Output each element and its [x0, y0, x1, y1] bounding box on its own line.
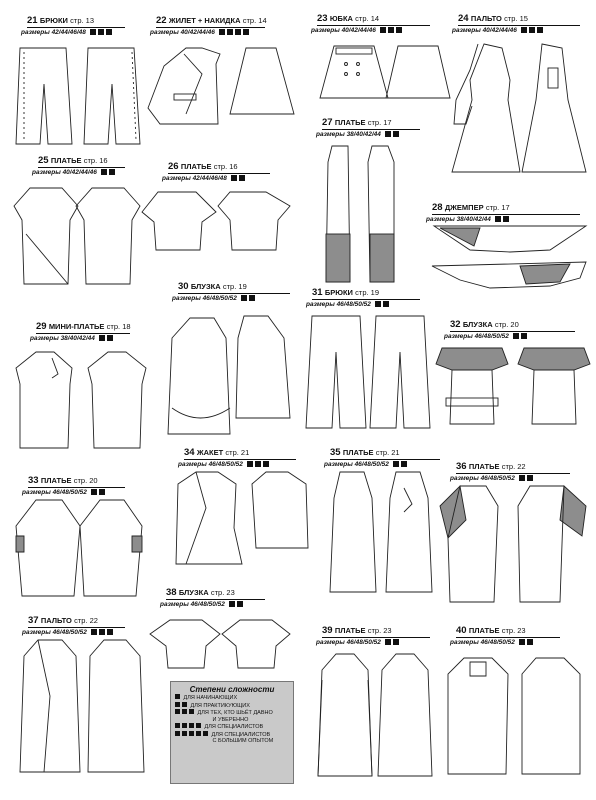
- item-name: ПЛАТЬЕ: [40, 476, 72, 485]
- difficulty-square: [241, 295, 247, 301]
- difficulty-square: [175, 702, 180, 707]
- blouse-30-drawing: [160, 308, 300, 438]
- legend-squares: [175, 723, 203, 731]
- item-number: 33: [28, 475, 39, 486]
- difficulty-square: [196, 731, 201, 736]
- difficulty-square: [537, 27, 543, 33]
- difficulty-square: [109, 169, 115, 175]
- item-number: 21: [27, 15, 38, 26]
- legend-row: [171, 709, 293, 717]
- item-number: 23: [317, 13, 328, 24]
- item-page: стр. 22: [74, 616, 98, 625]
- difficulty-square: [99, 489, 105, 495]
- jacket-34-drawing: [172, 468, 322, 568]
- difficulty-square: [237, 601, 243, 607]
- item-name: ПАЛЬТО: [40, 616, 72, 625]
- item-name: ПЛАТЬЕ: [468, 626, 500, 635]
- item-name: БРЮКИ: [324, 288, 353, 297]
- dress-36-drawing: [436, 476, 592, 606]
- item-sizes-24: [452, 27, 543, 35]
- difficulty-square: [263, 461, 269, 467]
- item-sizes-22: [150, 29, 249, 37]
- difficulty-square: [521, 27, 527, 33]
- dress-39-drawing: [316, 650, 436, 780]
- sizes-text: размеры 46/48/50/52: [178, 461, 243, 468]
- sizes-text: размеры 46/48/50/52: [444, 333, 509, 340]
- difficulty-square: [107, 335, 113, 341]
- item-sizes-26: [162, 175, 245, 183]
- sizes-text: размеры 46/48/50/52: [324, 461, 389, 468]
- item-page: стр. 20: [494, 320, 519, 329]
- item-name: ПАЛЬТО: [470, 14, 502, 23]
- difficulty-square: [182, 731, 187, 736]
- item-name: ДЖЕМПЕР: [444, 203, 484, 212]
- heading-rule: [36, 333, 130, 334]
- item-sizes-29: [30, 335, 113, 343]
- item-number: 30: [178, 281, 189, 292]
- difficulty-square: [255, 461, 261, 467]
- item-number: 25: [38, 155, 49, 166]
- item-page: стр. 21: [225, 448, 250, 457]
- heading-rule: [330, 459, 440, 460]
- blouse-38-drawing: [146, 616, 296, 672]
- item-name: БЛУЗКА: [178, 588, 209, 597]
- item-heading-21: [27, 16, 94, 26]
- legend-squares: [175, 731, 210, 739]
- difficulty-square: [239, 175, 245, 181]
- item-name: МИНИ-ПЛАТЬЕ: [48, 322, 105, 331]
- dress-25-drawing: [12, 184, 142, 290]
- legend-squares: [175, 694, 182, 702]
- difficulty-square: [98, 29, 104, 35]
- blouse-32-drawing: [432, 344, 592, 440]
- legend-row: [171, 694, 293, 702]
- item-heading-27: [322, 118, 392, 128]
- item-heading-25: [38, 156, 108, 166]
- heading-rule: [322, 129, 420, 130]
- sizes-text: размеры 46/48/50/52: [22, 489, 87, 496]
- difficulty-square: [99, 629, 105, 635]
- trousers-31-drawing: [304, 312, 434, 432]
- sizes-text: размеры 46/48/50/52: [22, 629, 87, 636]
- difficulty-square: [91, 629, 97, 635]
- item-page: стр. 19: [355, 288, 380, 297]
- legend-row: [171, 702, 293, 710]
- item-page: стр. 13: [70, 16, 95, 25]
- skirt-23-drawing: [314, 42, 454, 106]
- difficulty-square: [107, 629, 113, 635]
- item-name: ЖАКЕТ: [196, 448, 224, 457]
- difficulty-square: [196, 723, 201, 728]
- item-heading-40: [456, 626, 526, 636]
- difficulty-square: [99, 335, 105, 341]
- difficulty-square: [393, 131, 399, 137]
- heading-rule: [28, 487, 125, 488]
- item-number: 38: [166, 587, 177, 598]
- difficulty-square: [521, 333, 527, 339]
- difficulty-square: [203, 731, 208, 736]
- difficulty-square: [385, 131, 391, 137]
- difficulty-square: [189, 723, 194, 728]
- heading-rule: [27, 27, 125, 28]
- difficulty-square: [227, 29, 233, 35]
- difficulty-square: [182, 723, 187, 728]
- difficulty-square: [235, 29, 241, 35]
- trousers-21-drawing: [14, 44, 144, 150]
- item-sizes-31: [306, 301, 389, 309]
- dress-35-drawing: [328, 468, 438, 596]
- item-name: БЛУЗКА: [462, 320, 493, 329]
- item-page: стр. 17: [367, 118, 392, 127]
- item-name: ПЛАТЬЕ: [50, 156, 82, 165]
- difficulty-square: [519, 639, 525, 645]
- difficulty-square: [383, 301, 389, 307]
- item-name: ПЛАТЬЕ: [180, 162, 212, 171]
- item-page: стр. 14: [355, 14, 380, 23]
- heading-rule: [456, 637, 560, 638]
- top-26-drawing: [142, 188, 292, 254]
- sizes-text: размеры 40/42/44/46: [32, 169, 97, 176]
- item-sizes-39: [316, 639, 399, 647]
- legend-text: ДЛЯ СПЕЦИАЛИСТОВ: [211, 731, 271, 738]
- item-heading-32: [450, 320, 519, 330]
- difficulty-square: [393, 461, 399, 467]
- legend-row: [171, 723, 293, 731]
- item-number: 37: [28, 615, 39, 626]
- legend-title: Степени сложности: [189, 685, 275, 694]
- sizes-text: размеры 46/48/50/52: [306, 301, 371, 308]
- difficulty-square: [401, 461, 407, 467]
- difficulty-square: [101, 169, 107, 175]
- item-heading-31: [312, 288, 379, 298]
- mini-dress-29-drawing: [8, 348, 158, 454]
- heading-rule: [28, 627, 125, 628]
- item-heading-38: [166, 588, 235, 598]
- sizes-text: размеры 46/48/50/52: [172, 295, 237, 302]
- difficulty-square: [527, 639, 533, 645]
- heading-rule: [317, 25, 430, 26]
- item-heading-34: [184, 448, 249, 458]
- sizes-text: размеры 46/48/50/52: [316, 639, 381, 646]
- item-sizes-23: [311, 27, 402, 35]
- heading-rule: [38, 167, 125, 168]
- dress-33-drawing: [14, 496, 144, 602]
- heading-rule: [322, 637, 430, 638]
- item-number: 34: [184, 447, 195, 458]
- item-sizes-40: [450, 639, 533, 647]
- sizes-text: размеры 40/42/44/46: [150, 29, 215, 36]
- item-heading-33: [28, 476, 98, 486]
- difficulty-square: [175, 694, 180, 699]
- legend-text: ДЛЯ НАЧИНАЮЩИХ: [183, 695, 238, 701]
- item-heading-39: [322, 626, 392, 636]
- heading-rule: [178, 293, 290, 294]
- item-sizes-38: [160, 601, 243, 609]
- difficulty-square: [388, 27, 394, 33]
- difficulty-square: [231, 175, 237, 181]
- item-page: стр. 16: [213, 162, 238, 171]
- item-number: 29: [36, 321, 47, 332]
- sizes-text: размеры 38/40/42/44: [426, 216, 491, 223]
- heading-rule: [450, 331, 575, 332]
- item-sizes-32: [444, 333, 527, 341]
- item-sizes-30: [172, 295, 255, 303]
- item-page: стр. 21: [375, 448, 400, 457]
- item-name: ПЛАТЬЕ: [468, 462, 500, 471]
- jumper-28-drawing: [430, 222, 590, 302]
- sizes-text: размеры 40/42/44/46: [452, 27, 517, 34]
- sizes-text: размеры 40/42/44/46: [311, 27, 376, 34]
- item-sizes-21: [21, 29, 112, 37]
- item-heading-24: [458, 14, 528, 24]
- difficulty-square: [182, 709, 187, 714]
- difficulty-square: [91, 489, 97, 495]
- dress-40-drawing: [440, 654, 590, 780]
- legend-text: ДЛЯ ТЕХ, КТО ШЬЁТ ДАВНО: [197, 710, 273, 716]
- difficulty-square: [175, 731, 180, 736]
- item-heading-35: [330, 448, 400, 458]
- item-name: ПЛАТЬЕ: [334, 626, 366, 635]
- sizes-text: размеры 46/48/50/52: [450, 475, 515, 482]
- item-number: 39: [322, 625, 333, 636]
- difficulty-square: [380, 27, 386, 33]
- legend-text: И УВЕРЕННО: [212, 716, 249, 723]
- difficulty-square: [513, 333, 519, 339]
- legend-text: ДЛЯ ПРАКТИКУЮЩИХ: [190, 702, 250, 709]
- item-number: 31: [312, 287, 323, 298]
- item-heading-30: [178, 282, 247, 292]
- item-name: ЖИЛЕТ + НАКИДКА: [168, 16, 241, 25]
- heading-rule: [184, 459, 296, 460]
- item-page: стр. 22: [501, 462, 526, 471]
- item-name: ПЛАТЬЕ: [334, 118, 366, 127]
- item-page: стр. 16: [83, 156, 108, 165]
- item-number: 22: [156, 15, 167, 26]
- legend-row: [171, 738, 293, 745]
- item-page: стр. 14: [242, 16, 267, 25]
- item-sizes-27: [316, 131, 399, 139]
- difficulty-square: [189, 731, 194, 736]
- sizes-text: размеры 38/40/42/44: [316, 131, 381, 138]
- item-page: стр. 20: [73, 476, 98, 485]
- legend-text: ДЛЯ СПЕЦИАЛИСТОВ: [204, 724, 264, 730]
- legend-row: [171, 731, 293, 739]
- heading-rule: [458, 25, 580, 26]
- item-page: стр. 19: [222, 282, 247, 291]
- item-page: стр. 17: [485, 203, 510, 212]
- item-heading-23: [317, 14, 379, 24]
- coat-24-drawing: [450, 40, 590, 176]
- item-number: 32: [450, 319, 461, 330]
- difficulty-square: [385, 639, 391, 645]
- item-number: 36: [456, 461, 467, 472]
- difficulty-square: [229, 601, 235, 607]
- difficulty-square: [393, 639, 399, 645]
- heading-rule: [312, 299, 420, 300]
- heading-rule: [166, 599, 265, 600]
- difficulty-square: [529, 27, 535, 33]
- item-number: 26: [168, 161, 179, 172]
- difficulty-square: [189, 709, 194, 714]
- item-page: стр. 15: [504, 14, 528, 23]
- difficulty-square: [375, 301, 381, 307]
- item-number: 40: [456, 625, 467, 636]
- item-name: БЛУЗКА: [190, 282, 221, 291]
- item-number: 28: [432, 202, 443, 213]
- item-heading-22: [156, 16, 267, 26]
- difficulty-legend: [170, 681, 294, 784]
- heading-rule: [456, 473, 570, 474]
- item-page: стр. 23: [367, 626, 392, 635]
- legend-text: С БОЛЬШИМ ОПЫТОМ: [212, 738, 274, 744]
- item-page: стр. 18: [106, 322, 131, 331]
- legend-squares: [175, 709, 196, 717]
- legend-squares: [175, 702, 189, 710]
- item-page: стр. 23: [210, 588, 235, 597]
- difficulty-square: [90, 29, 96, 35]
- difficulty-square: [396, 27, 402, 33]
- item-name: ПЛАТЬЕ: [342, 448, 374, 457]
- sizes-text: размеры 42/44/46/48: [162, 175, 227, 182]
- sizes-text: размеры 46/48/50/52: [450, 639, 515, 646]
- item-name: ЮБКА: [329, 14, 353, 23]
- item-heading-37: [28, 616, 98, 626]
- item-heading-28: [432, 203, 510, 213]
- item-name: БРЮКИ: [39, 16, 68, 25]
- difficulty-square: [175, 709, 180, 714]
- vest-cape-22-drawing: [146, 44, 296, 134]
- difficulty-square: [182, 702, 187, 707]
- difficulty-square: [243, 29, 249, 35]
- coat-37-drawing: [14, 636, 154, 778]
- item-heading-36: [456, 462, 526, 472]
- item-number: 24: [458, 13, 469, 24]
- dress-27-drawing: [322, 142, 412, 286]
- difficulty-square: [106, 29, 112, 35]
- item-heading-26: [168, 162, 238, 172]
- difficulty-square: [247, 461, 253, 467]
- difficulty-square: [175, 723, 180, 728]
- sizes-text: размеры 42/44/46/48: [21, 29, 86, 36]
- item-sizes-25: [32, 169, 115, 177]
- difficulty-square: [249, 295, 255, 301]
- heading-rule: [156, 27, 265, 28]
- heading-rule: [432, 214, 580, 215]
- item-page: стр. 23: [501, 626, 526, 635]
- item-number: 27: [322, 117, 333, 128]
- difficulty-square: [219, 29, 225, 35]
- sizes-text: размеры 38/40/42/44: [30, 335, 95, 342]
- item-number: 35: [330, 447, 341, 458]
- sizes-text: размеры 46/48/50/52: [160, 601, 225, 608]
- heading-rule: [168, 173, 270, 174]
- item-heading-29: [36, 322, 131, 332]
